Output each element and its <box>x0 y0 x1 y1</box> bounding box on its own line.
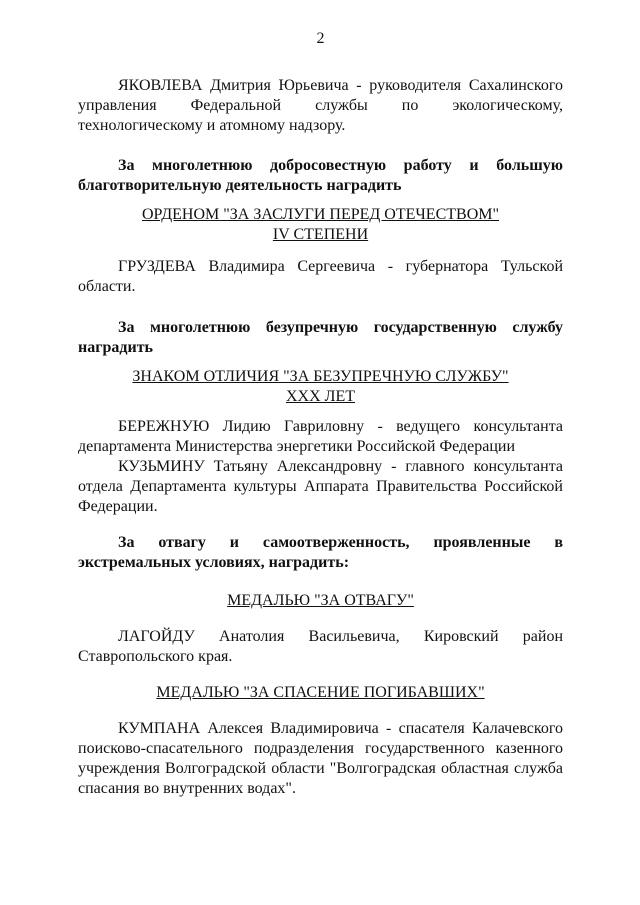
award-title-line: МЕДАЛЬЮ "ЗА СПАСЕНИЕ ПОГИБАВШИХ" <box>156 684 485 701</box>
award-recipient-lagoyda: ЛАГОЙДУ Анатолия Васильевича, Кировский район Ставропольского края. <box>78 628 563 665</box>
award-recipient-kumpan: КУМПАНА Алексея Владимировича - спасателя Калачевского поисково-спасательного подразделения государственного казенного учреждения Волгоградской области "Волгоградская областная служба спасания во внутренних водах". <box>78 720 563 797</box>
award-title-line: ЗНАКОМ ОТЛИЧИЯ "ЗА БЕЗУПРЕЧНУЮ СЛУЖБУ" <box>132 368 509 385</box>
award-title-line: МЕДАЛЬЮ "ЗА ОТВАГУ" <box>227 592 414 609</box>
award-reason-heading: За многолетнюю добросовестную работу и большую благотворительную деятельность наградить <box>78 157 563 194</box>
award-title-order <box>78 205 563 245</box>
award-title-medal-rescue <box>78 683 563 703</box>
award-recipient-gruzdev: ГРУЗДЕВА Владимира Сергеевича - губернатора Тульской области. <box>78 258 563 295</box>
award-title-badge <box>78 367 563 407</box>
award-recipient-yakovleva: ЯКОВЛЕВА Дмитрия Юрьевича - руководителя Сахалинского управления Федеральной службы по экологическому, технологическому и атомному надзору. <box>78 77 563 134</box>
award-title-line: IV СТЕПЕНИ <box>272 226 369 243</box>
award-title-medal-courage <box>78 591 563 611</box>
award-recipient-kuzmina: КУЗЬМИНУ Татьяну Александровну - главного консультанта отдела Департамента культуры Аппарата Правительства Российской Федерации. <box>78 458 563 515</box>
page-number: 2 <box>316 30 325 47</box>
award-reason-heading: За многолетнюю безупречную государственную службу наградить <box>78 319 563 356</box>
award-recipients-group <box>78 417 563 517</box>
award-title-line: XXX ЛЕТ <box>285 388 356 405</box>
award-reason-heading: За отвагу и самоотверженность, проявленные в экстремальных условиях, наградить: <box>78 534 563 571</box>
award-title-line: ОРДЕНОМ "ЗА ЗАСЛУГИ ПЕРЕД ОТЕЧЕСТВОМ" <box>141 206 500 223</box>
award-recipient-berezhnaya: БЕРЕЖНУЮ Лидию Гавриловну - ведущего консультанта департамента Министерства энергетики Российской Федерации <box>78 418 563 455</box>
